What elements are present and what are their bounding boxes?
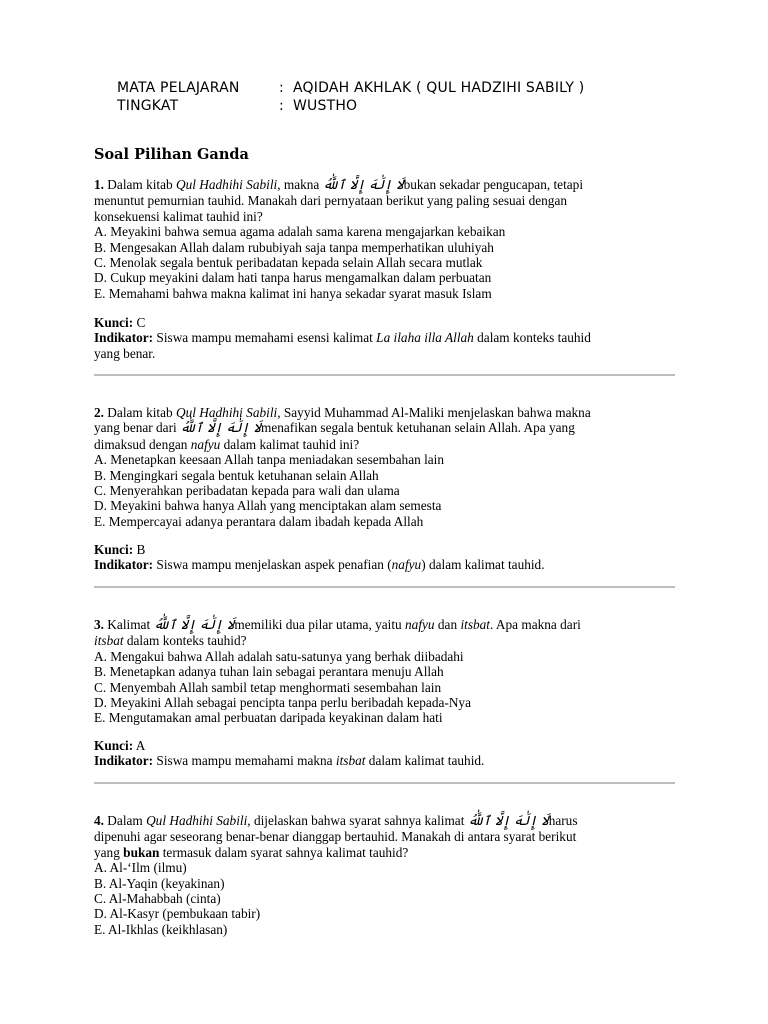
q1-line-2: menuntut pemurnian tauhid. Manakah dari pernyataan berikut yang paling sesuai dengan <box>94 193 568 209</box>
q2-number: 2. <box>94 405 104 420</box>
q1-kunci-label: Kunci: <box>94 315 134 330</box>
q2-answer-block: Kunci: B Indikator: Siswa mampu menjelaskan aspek penafian (nafyu) dalam kalimat tauhid. <box>94 542 545 573</box>
section-title: Soal Pilihan Ganda <box>94 146 249 163</box>
q1-kunci-value: C <box>133 315 146 330</box>
q4-book-title: Qul Hadhihi Sabili <box>146 813 248 828</box>
level-value: WUSTHO <box>293 98 358 114</box>
q1-option-b: B. Mengesakan Allah dalam rububiyah saja tanpa memperhatikan uluhiyah <box>94 239 494 255</box>
q3-option-d: D. Meyakini Allah sebagai pencipta tanpa perlu beribadah kepada-Nya <box>94 695 471 711</box>
q4-line-2: dipenuhi agar seseorang benar-benar dianggap bertauhid. Manakah di antara syarat berikut <box>94 829 577 845</box>
q2-option-d: D. Meyakini bahwa hanya Allah yang menciptakan alam semesta <box>94 498 442 514</box>
subject-value: AQIDAH AKHLAK ( QUL HADZIHI SABILY ) <box>293 80 585 96</box>
subject-colon: : <box>279 80 284 96</box>
q1-line-1: 1. Dalam kitab Qul Hadhihi Sabili, makna لَا إِلَٰهَ إِلَّا ٱللَّٰهُbukan sekadar pengucapan, tetapi <box>94 177 584 193</box>
q4-option-e: E. Al-Ikhlas (keikhlasan) <box>94 921 228 937</box>
q1-indikator-label: Indikator: <box>94 330 154 346</box>
q2-option-a: A. Menetapkan keesaan Allah tanpa meniadakan sesembahan lain <box>94 452 445 468</box>
q4-option-b: B. Al-Yaqin (keyakinan) <box>94 875 225 891</box>
q3-option-b: B. Menetapkan adanya tuhan lain sebagai perantara menuju Allah <box>94 664 444 680</box>
q1-option-d: D. Cukup meyakini dalam hati tanpa harus mengamalkan dalam perbuatan <box>94 270 492 286</box>
q4-option-d: D. Al-Kasyr (pembukaan tabir) <box>94 906 261 922</box>
level-colon: : <box>279 98 284 114</box>
q1-indikator-line-2: yang benar. <box>94 345 156 361</box>
subject-label: MATA PELAJARAN <box>117 80 240 96</box>
q3-answer-block: Kunci: A Indikator: Siswa mampu memahami makna itsbat dalam kalimat tauhid. <box>94 738 485 769</box>
q4-arabic-phrase: لَا إِلَٰهَ إِلَّا ٱللَّٰهُ <box>467 814 549 829</box>
q3-option-c: C. Menyembah Allah sambil tetap menghormati sesembahan lain <box>94 679 442 695</box>
level-label: TINGKAT <box>117 98 179 114</box>
q1-option-c: C. Menolak segala bentuk peribadatan kepada selain Allah secara mutlak <box>94 255 483 271</box>
q1-answer-block: Kunci: C Indikator: Siswa mampu memahami esensi kalimat La ilaha illa Allah dalam konteks tauhid yang benar. <box>94 315 678 361</box>
q4-option-c: C. Al-Mahabbah (cinta) <box>94 891 221 907</box>
q2-option-e: E. Mempercayai adanya perantara dalam ibadah kepada Allah <box>94 513 424 529</box>
q3-option-e: E. Mengutamakan amal perbuatan daripada keyakinan dalam hati <box>94 710 443 726</box>
q3-arabic-phrase: لَا إِلَٰهَ إِلَّا ٱللَّٰهُ <box>153 618 235 633</box>
q2-option-b: B. Mengingkari segala bentuk ketuhanan selain Allah <box>94 467 379 483</box>
q3-kunci-value: A <box>133 738 146 753</box>
divider <box>94 374 675 376</box>
q1-option-e: E. Memahami bahwa makna kalimat ini hanya sekadar syarat masuk Islam <box>94 285 492 301</box>
q2-kunci-label: Kunci: <box>94 542 134 557</box>
q3-indikator-label: Indikator: <box>94 753 154 769</box>
q3-option-a: A. Mengakui bahwa Allah adalah satu-satunya yang berhak diibadahi <box>94 648 464 664</box>
q1-arabic-phrase: لَا إِلَٰهَ إِلَّا ٱللَّٰهُ <box>322 178 404 193</box>
q4-option-a: A. Al-‘Ilm (ilmu) <box>94 860 187 876</box>
q2-arabic-phrase: لَا إِلَٰهَ إِلَّا ٱللَّٰهُ <box>180 421 261 437</box>
q3-kunci-label: Kunci: <box>94 738 134 753</box>
q2-book-title: Qul Hadhihi Sabili <box>176 405 278 420</box>
q1-number: 1. <box>94 177 104 192</box>
q2-indikator-label: Indikator: <box>94 557 154 573</box>
q1-option-a: A. Meyakini bahwa semua agama adalah sama karena mengajarkan kebaikan <box>94 224 506 240</box>
q2-option-c: C. Menyerahkan peribadatan kepada para wali dan ulama <box>94 483 400 499</box>
divider <box>94 782 675 784</box>
question-4: 4. Dalam Qul Hadhihi Sabili, dijelaskan bahwa syarat sahnya kalimat لَا إِلَٰهَ إِلَّا ٱللَّٰهُharus dipenuhi agar seseorang benar-benar dianggap bertauhid. Manakah di antara syarat berikut yang bukan termasuk dalam syarat sahnya kalimat tauhid? A. Al-‘Ilm (ilmu) B. Al-Yaqin (keyakinan) C. Al-Mahabbah (cinta) D. Al-Kasyr (pembukaan tabir) E. Al-Ikhlas (keikhlasan) <box>94 813 678 937</box>
q1-book-title: Qul Hadhihi Sabili <box>176 177 278 192</box>
divider <box>94 586 675 588</box>
q4-number: 4. <box>94 813 104 828</box>
question-3: 3. Kalimat لَا إِلَٰهَ إِلَّا ٱللَّٰهُmemiliki dua pilar utama, yaitu nafyu dan itsbat. Apa makna dari itsbat dalam konteks tauhid? A. Mengakui bahwa Allah adalah satu-satunya yang berhak diibadahi B. Menetapkan adanya tuhan lain sebagai perantara menuju Allah C. Menyembah Allah sambil tetap menghormati sesembahan lain D. Meyakini Allah sebagai pencipta tanpa perlu beribadah kepada-Nya E. Mengutamakan amal perbuatan daripada keyakinan dalam hati <box>94 617 678 726</box>
q1-line-3: konsekuensi kalimat tauhid ini? <box>94 208 263 224</box>
q3-number: 3. <box>94 617 104 632</box>
question-1 <box>94 177 678 301</box>
question-2: 2. Dalam kitab Qul Hadhihi Sabili, Sayyid Muhammad Al-Maliki menjelaskan bahwa makna yang benar dari لَا إِلَٰهَ إِلَّا ٱللَّٰهُmenafikan segala bentuk ketuhanan selain Allah. Apa yang dimaksud dengan nafyu dalam kalimat tauhid ini? A. Menetapkan keesaan Allah tanpa meniadakan sesembahan lain B. Mengingkari segala bentuk ketuhanan selain Allah C. Menyerahkan peribadatan kepada para wali dan ulama D. Meyakini bahwa hanya Allah yang menciptakan alam semesta E. Mempercayai adanya perantara dalam ibadah kepada Allah <box>94 405 678 529</box>
q2-kunci-value: B <box>133 542 146 557</box>
